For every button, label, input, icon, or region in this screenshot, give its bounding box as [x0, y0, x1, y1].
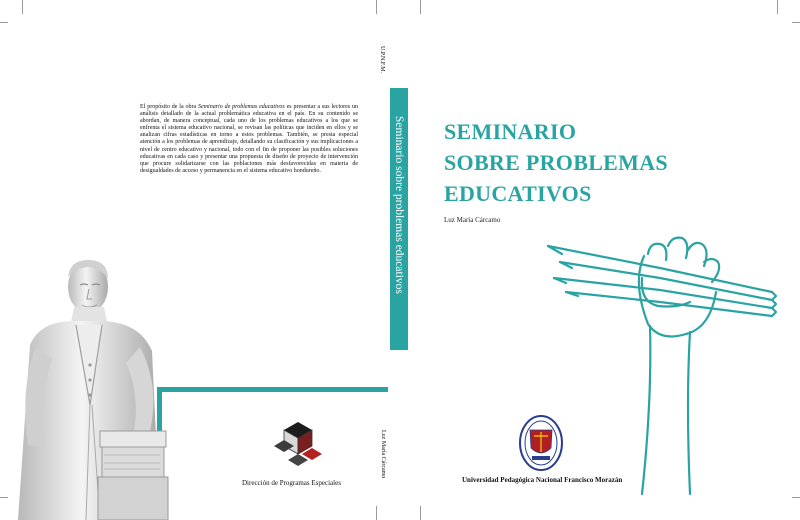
title-line-1: SEMINARIO [444, 119, 577, 144]
university-name: Universidad Pedagógica Nacional Francisco Morazán [462, 476, 623, 484]
department-name: Dirección de Programas Especiales [242, 479, 341, 487]
crop-mark [420, 0, 421, 14]
crop-mark [22, 0, 23, 14]
crop-mark [792, 497, 800, 498]
dpe-cube-logo [272, 420, 324, 470]
crop-mark [792, 22, 800, 23]
upnfm-seal [518, 414, 564, 472]
statue-illustration [0, 255, 190, 520]
crop-mark [376, 506, 377, 520]
crop-mark [0, 22, 8, 23]
crop-mark [777, 0, 778, 14]
spine-title: Seminario sobre problemas educativos [393, 116, 405, 294]
crop-mark [376, 0, 377, 14]
blurb-lead: El propósito de la obra [140, 104, 199, 110]
blurb-book-title: Seminario de problemas educativos [198, 104, 285, 110]
fist-holding-pencils-icon [540, 232, 790, 497]
spine-code: U.P.N.F.M. [379, 46, 385, 74]
book-title [444, 116, 668, 209]
spine-author: Luz María Cárcamo [380, 430, 386, 479]
crop-mark [420, 506, 421, 520]
frame-line [160, 387, 388, 392]
title-line-2: SOBRE PROBLEMAS [444, 150, 668, 175]
blurb-body: es presentar a sus lectores un análisis detallado de la actual problemática educativa en el país. En su contenido se abordan, de manera conceptual, cada uno de los problemas educativos a los que se enfrenta el sistema educativo nacional, se revisan las políticas que inciden en ellos y se analizan cifras estadísticas en torno a estos problemas. También, se presta especial atención a los problemas de aprendizaje, detallando su clasificación y sus implicaciones a nivel de centro educativo y nacional, todo con el fin de proponer las posibles soluciones educativas en cada caso y presentar una propuesta de diseño de proyecto de intervención que procure solidarizarse con las poblaciones más desfavorecidas en materia de desigualdades de acceso y permanencia en el sistema educativo hondureño. [140, 104, 358, 174]
back-cover-blurb [140, 104, 358, 175]
author-name: Luz María Cárcamo [444, 216, 501, 224]
title-line-3: EDUCATIVOS [444, 181, 592, 206]
